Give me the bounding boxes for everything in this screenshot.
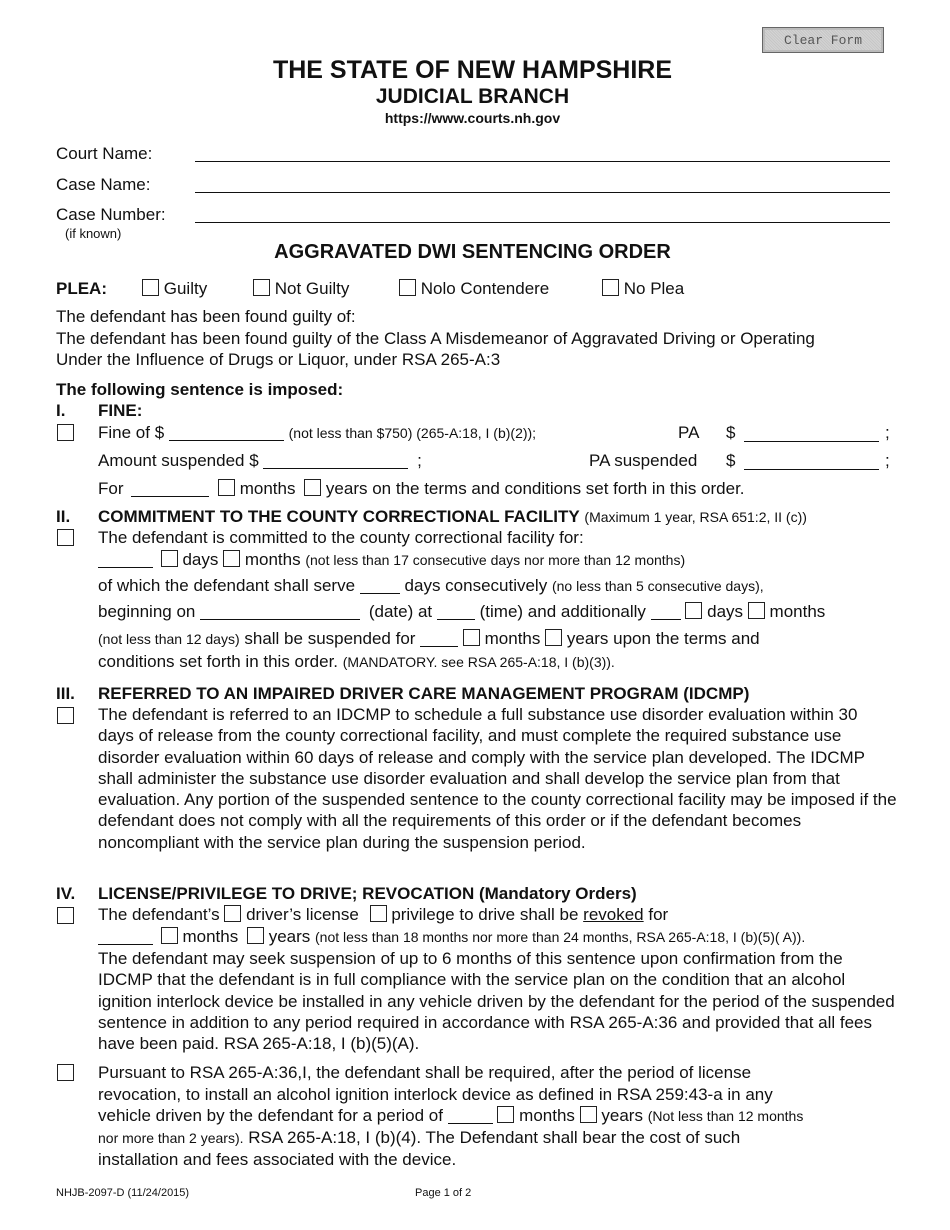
not-less-12-note: (not less than 12 days) xyxy=(98,631,240,647)
conditions-label: conditions set forth in this order. xyxy=(98,652,339,671)
court-name-field[interactable] xyxy=(195,160,890,162)
additional-months-label: months xyxy=(769,602,826,621)
revoked-label: revoked xyxy=(583,905,644,924)
idcmp-checkbox[interactable] xyxy=(57,707,74,724)
commitment-months-checkbox[interactable] xyxy=(223,550,240,567)
pa-amount-field[interactable] xyxy=(744,441,879,442)
days-consecutively-label: days consecutively xyxy=(404,576,548,595)
interlock-years-checkbox[interactable] xyxy=(580,1106,597,1123)
case-number-label: Case Number: xyxy=(56,205,166,224)
pa-suspended-label: PA suspended xyxy=(589,451,698,470)
commitment-heading-row xyxy=(98,507,807,527)
license-row1 xyxy=(98,905,668,925)
interlock-period-label: vehicle driven by the defendant for a period of xyxy=(98,1106,443,1125)
license-checkbox[interactable] xyxy=(57,907,74,924)
beginning-row xyxy=(98,602,825,622)
fine-years-label: years on the terms and conditions set forth in this order. xyxy=(325,479,745,498)
revocation-months-checkbox[interactable] xyxy=(161,927,178,944)
found-guilty-line1: The defendant has been found guilty of: xyxy=(56,307,356,326)
commitment-heading: COMMITMENT TO THE COUNTY CORRECTIONAL FACILITY xyxy=(98,507,580,526)
amount-suspended-row xyxy=(98,451,422,471)
years-upon-label: years upon the terms and xyxy=(566,629,760,648)
plea-nolo[interactable] xyxy=(399,279,549,299)
clear-form-button[interactable]: Clear Form xyxy=(762,27,884,53)
page-number: Page 1 of 2 xyxy=(415,1187,472,1199)
commitment-number: II. xyxy=(56,507,71,526)
time-field[interactable] xyxy=(437,603,475,620)
fine-note: (not less than $750) (265-A:18, I (b)(2)); xyxy=(288,425,537,441)
not-guilty-checkbox[interactable] xyxy=(253,279,270,296)
revocation-years-label: years xyxy=(268,927,311,946)
interlock-line5: installation and fees associated with the device. xyxy=(98,1150,457,1169)
interlock-rsa-text: RSA 265-A:18, I (b)(4). The Defendant shall bear the cost of such xyxy=(243,1128,741,1147)
additional-days-checkbox[interactable] xyxy=(685,602,702,619)
if-known-note: (if known) xyxy=(65,226,122,241)
commitment-days-label: days xyxy=(182,550,219,569)
additional-field[interactable] xyxy=(651,603,681,620)
commitment-range-note: (not less than 17 consecutive days nor more than 12 months) xyxy=(305,552,686,568)
case-number-field[interactable] xyxy=(195,221,890,223)
serve-label: of which the defendant shall serve xyxy=(98,576,356,595)
license-number: IV. xyxy=(56,884,76,903)
drivers-license-label: driver’s license xyxy=(246,905,359,924)
interlock-months-label: months xyxy=(519,1106,575,1125)
suspended-for-field[interactable] xyxy=(420,630,458,647)
interlock-line3 xyxy=(98,1106,803,1126)
fine-heading: FINE: xyxy=(98,401,143,420)
suspended-years-checkbox[interactable] xyxy=(545,629,562,646)
interlock-line1: Pursuant to RSA 265-A:36,I, the defendant shall be required, after the period of license xyxy=(98,1063,752,1082)
amount-suspended-field[interactable] xyxy=(263,452,408,469)
license-checkbox-wrap xyxy=(57,907,74,927)
interlock-checkbox-wrap xyxy=(57,1064,74,1084)
pa-suspended-semicolon: ; xyxy=(885,451,890,470)
beginning-label: beginning on xyxy=(98,602,196,621)
license-heading: LICENSE/PRIVILEGE TO DRIVE; REVOCATION (Mandatory Orders) xyxy=(98,884,637,903)
no-plea-label: No Plea xyxy=(623,279,685,298)
commitment-months-label: months xyxy=(244,550,301,569)
fine-years-checkbox[interactable] xyxy=(304,479,321,496)
pa-label: PA xyxy=(678,423,700,442)
plea-guilty[interactable] xyxy=(142,279,207,299)
additional-days-label: days xyxy=(707,602,744,621)
case-name-field[interactable] xyxy=(195,191,890,193)
commitment-length-field[interactable] xyxy=(98,551,153,568)
for-label: For xyxy=(98,479,124,498)
suspended-for-label: shall be suspended for xyxy=(244,629,416,648)
plea-not-guilty[interactable] xyxy=(253,279,349,299)
interlock-checkbox[interactable] xyxy=(57,1064,74,1081)
fine-months-checkbox[interactable] xyxy=(218,479,235,496)
date-at-label: (date) at xyxy=(368,602,433,621)
interlock-line4 xyxy=(98,1128,740,1148)
consecutive-note: (no less than 5 consecutive days), xyxy=(551,578,764,594)
interlock-line2: revocation, to install an alcohol ignition interlock device as defined in RSA 259:43-a in any xyxy=(98,1085,773,1104)
revocation-range-note: (not less than 18 months nor more than 24 months, RSA 265-A:18, I (b)(5)( A)). xyxy=(315,929,806,945)
form-id: NHJB-2097-D (11/24/2015) xyxy=(56,1187,190,1199)
interlock-note-a: (Not less than 12 months xyxy=(647,1108,804,1124)
commitment-heading-note: (Maximum 1 year, RSA 651:2, II (c)) xyxy=(584,509,807,525)
idcmp-checkbox-wrap xyxy=(57,707,74,727)
state-title: THE STATE OF NEW HAMPSHIRE xyxy=(272,56,673,84)
court-name-label: Court Name: xyxy=(56,144,153,163)
defendants-label: The defendant’s xyxy=(98,905,220,924)
idcmp-body: The defendant is referred to an IDCMP to schedule a full substance use disorder evaluation within 30 days of release from the county correctional facility, and must complete the required substance use disorder evaluation within 60 days of release and comply with the service plan developed. The IDCMP shall administer the substance use disorder evaluation and shall develop the service plan from that evaluation. Any portion of the suspended sentence to the county correctional facility may be imposed if the defendant does not comply with all the requirements of this order or if the defendant becomes noncompliant with the service plan during the suspension period. xyxy=(98,705,897,852)
plea-no-plea[interactable] xyxy=(602,279,684,299)
guilty-label: Guilty xyxy=(163,279,208,298)
commitment-checkbox-wrap xyxy=(57,529,74,549)
suspended-months-label: months xyxy=(484,629,541,648)
found-guilty-line2: The defendant has been found guilty of the Class A Misdemeanor of Aggravated Driving or Operating xyxy=(56,329,815,348)
additional-months-checkbox[interactable] xyxy=(748,602,765,619)
license-row2 xyxy=(98,927,805,947)
license-body: The defendant may seek suspension of up to 6 months of this sentence upon confirmation from the IDCMP that the defendant is in full compliance with the service plan on the condition that an alcohol ignition interlock device be installed in any vehicle driven by the defendant for the period of the suspended sentence in addition to any period required in accordance with RSA 265-A:36 and provided that all fees have been paid. RSA 265-A:18, I (b)(5)(A). xyxy=(98,949,895,1054)
commitment-checkbox[interactable] xyxy=(57,529,74,546)
revocation-length-field[interactable] xyxy=(98,928,153,945)
commitment-days-checkbox[interactable] xyxy=(161,550,178,567)
fine-of-row xyxy=(98,423,536,443)
pa-semicolon: ; xyxy=(885,423,890,442)
fine-checkbox-wrap xyxy=(57,424,74,444)
mandatory-note: (MANDATORY. see RSA 265-A:18, I (b)(3)). xyxy=(342,654,615,670)
form-title: AGGRAVATED DWI SENTENCING ORDER xyxy=(274,241,671,263)
fine-for-field[interactable] xyxy=(131,480,209,497)
sentence-heading: The following sentence is imposed: xyxy=(56,380,344,399)
nolo-contendere-label: Nolo Contendere xyxy=(420,279,550,298)
fine-for-row xyxy=(98,479,745,499)
commitment-length-row xyxy=(98,550,685,570)
case-name-label: Case Name: xyxy=(56,175,151,194)
amount-suspended-label: Amount suspended $ xyxy=(98,451,259,470)
pa-suspended-dollar: $ xyxy=(726,451,736,470)
interlock-note-b: nor more than 2 years). xyxy=(98,1130,244,1146)
interlock-months-checkbox[interactable] xyxy=(497,1106,514,1123)
no-plea-checkbox[interactable] xyxy=(602,279,619,296)
pa-suspended-field[interactable] xyxy=(744,469,879,470)
plea-label: PLEA: xyxy=(56,279,107,298)
beginning-date-field[interactable] xyxy=(200,603,360,620)
drivers-license-checkbox[interactable] xyxy=(224,905,241,922)
amount-suspended-semicolon: ; xyxy=(417,451,422,470)
interlock-period-field[interactable] xyxy=(448,1107,493,1124)
privilege-label: privilege to drive shall be xyxy=(391,905,579,924)
fine-number: I. xyxy=(56,401,66,420)
fine-checkbox[interactable] xyxy=(57,424,74,441)
serve-days-field[interactable] xyxy=(360,577,400,594)
fine-amount-field[interactable] xyxy=(169,424,284,441)
found-guilty-line3: Under the Influence of Drugs or Liquor, under RSA 265-A:3 xyxy=(56,350,501,369)
court-url: https://www.courts.nh.gov xyxy=(384,110,561,126)
revocation-years-checkbox[interactable] xyxy=(247,927,264,944)
revoked-for-label: for xyxy=(648,905,669,924)
suspended-row xyxy=(98,629,760,649)
fine-months-label: months xyxy=(239,479,296,498)
idcmp-number: III. xyxy=(56,684,75,703)
serve-row xyxy=(98,576,764,596)
fine-of-label: Fine of $ xyxy=(98,423,165,442)
nolo-contendere-checkbox[interactable] xyxy=(399,279,416,296)
time-additionally-label: (time) and additionally xyxy=(479,602,646,621)
privilege-checkbox[interactable] xyxy=(370,905,387,922)
conditions-row xyxy=(98,652,615,672)
idcmp-heading: REFERRED TO AN IMPAIRED DRIVER CARE MANAGEMENT PROGRAM (IDCMP) xyxy=(98,684,750,703)
branch-title: JUDICIAL BRANCH xyxy=(375,85,570,108)
interlock-years-label: years xyxy=(601,1106,643,1125)
pa-dollar: $ xyxy=(726,423,736,442)
suspended-months-checkbox[interactable] xyxy=(463,629,480,646)
plea-row xyxy=(56,279,107,299)
guilty-checkbox[interactable] xyxy=(142,279,159,296)
revocation-months-label: months xyxy=(182,927,239,946)
committed-text: The defendant is committed to the county correctional facility for: xyxy=(98,528,584,547)
not-guilty-label: Not Guilty xyxy=(274,279,350,298)
